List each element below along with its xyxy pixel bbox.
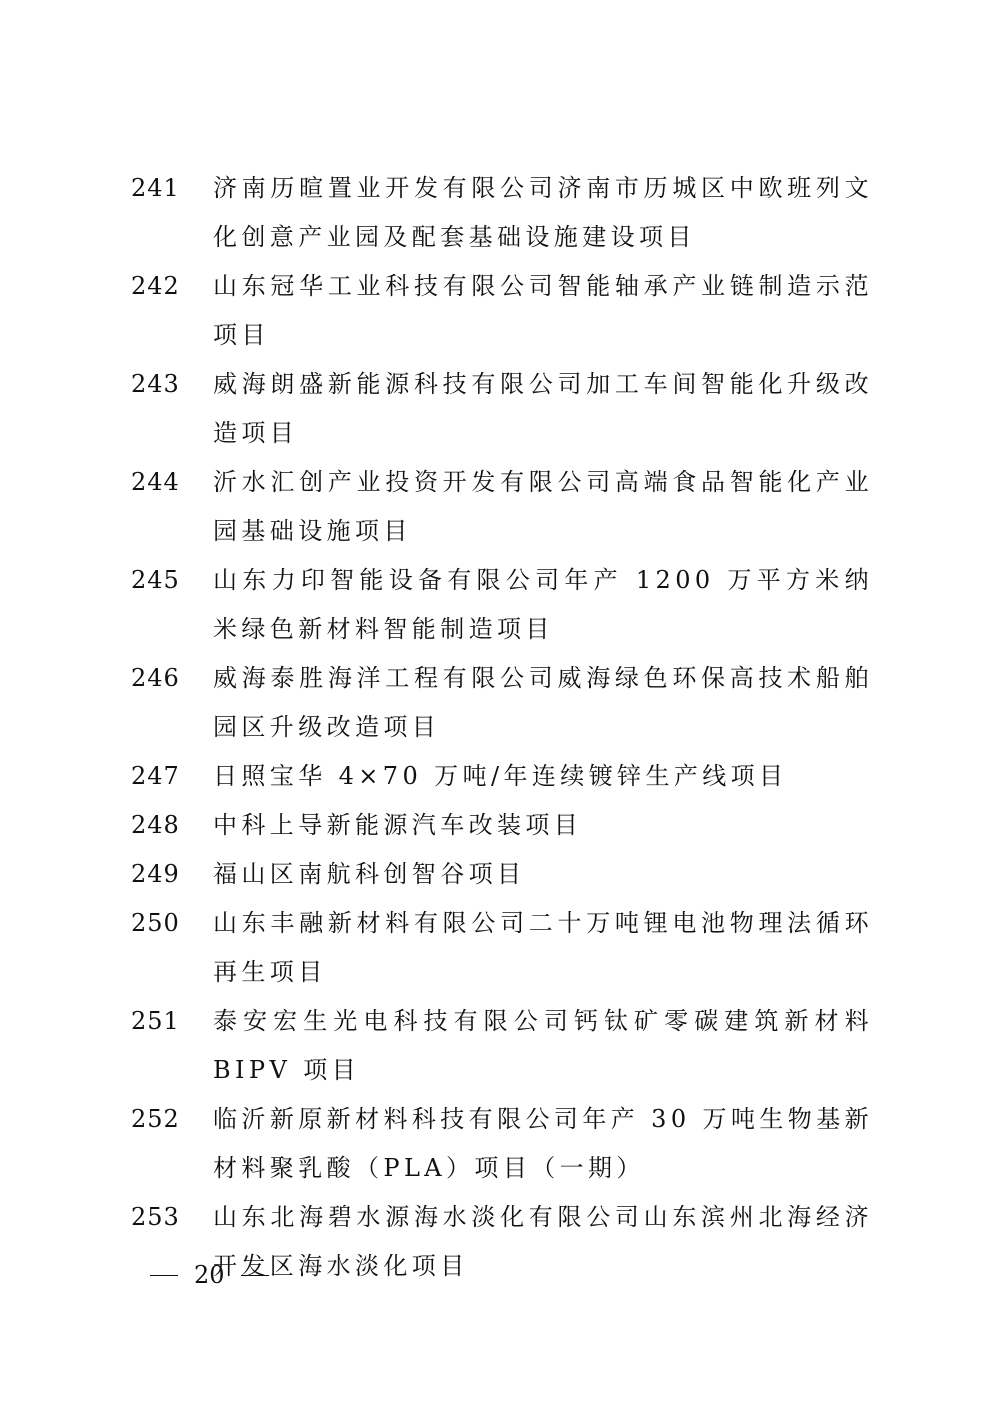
item-title: 威海泰胜海洋工程有限公司威海绿色环保高技术船舶园区升级改造项目 bbox=[213, 664, 873, 741]
item-title: 山东丰融新材料有限公司二十万吨锂电池物理法循环再生项目 bbox=[213, 909, 873, 986]
project-list bbox=[0, 164, 1000, 1291]
item-title: 临沂新原新材料科技有限公司年产 30 万吨生物基新材料聚乳酸（PLA）项目（一期） bbox=[213, 1105, 873, 1182]
item-number: 241 bbox=[131, 174, 180, 202]
item-title: 山东北海碧水源海水淡化有限公司山东滨州北海经济开发区海水淡化项目 bbox=[213, 1203, 873, 1280]
item-number: 242 bbox=[131, 272, 180, 300]
item-number: 248 bbox=[131, 811, 180, 839]
item-title: 沂水汇创产业投资开发有限公司高端食品智能化产业园基础设施项目 bbox=[213, 468, 873, 545]
list-item bbox=[0, 997, 1000, 1095]
item-title: 济南历暄置业开发有限公司济南市历城区中欧班列文化创意产业园及配套基础设施建设项目 bbox=[213, 174, 873, 251]
item-number: 245 bbox=[131, 566, 180, 594]
list-item bbox=[0, 556, 1000, 654]
item-number: 252 bbox=[131, 1105, 180, 1133]
item-title: 日照宝华 4×70 万吨/年连续镀锌生产线项目 bbox=[213, 762, 788, 790]
item-title: 山东冠华工业科技有限公司智能轴承产业链制造示范项目 bbox=[213, 272, 873, 349]
page-footer bbox=[150, 1260, 269, 1290]
item-title: 福山区南航科创智谷项目 bbox=[213, 860, 526, 888]
page-number: 20 bbox=[194, 1261, 225, 1289]
list-item bbox=[0, 850, 1000, 899]
footer-dash-right bbox=[241, 1275, 269, 1276]
list-item bbox=[0, 654, 1000, 752]
list-item bbox=[0, 164, 1000, 262]
list-item bbox=[0, 458, 1000, 556]
list-item bbox=[0, 1095, 1000, 1193]
list-item bbox=[0, 262, 1000, 360]
item-number: 251 bbox=[131, 1007, 180, 1035]
list-item bbox=[0, 801, 1000, 850]
item-number: 244 bbox=[131, 468, 180, 496]
item-number: 243 bbox=[131, 370, 180, 398]
item-title: 中科上导新能源汽车改装项目 bbox=[213, 811, 583, 839]
item-title: 泰安宏生光电科技有限公司钙钛矿零碳建筑新材料 BIPV 项目 bbox=[213, 1007, 873, 1084]
footer-dash-left bbox=[150, 1275, 178, 1276]
item-title: 威海朗盛新能源科技有限公司加工车间智能化升级改造项目 bbox=[213, 370, 873, 447]
item-number: 253 bbox=[131, 1203, 180, 1231]
list-item bbox=[0, 752, 1000, 801]
list-item bbox=[0, 360, 1000, 458]
list-item bbox=[0, 899, 1000, 997]
item-number: 250 bbox=[131, 909, 180, 937]
item-number: 249 bbox=[131, 860, 180, 888]
item-title: 山东力印智能设备有限公司年产 1200 万平方米纳米绿色新材料智能制造项目 bbox=[213, 566, 873, 643]
item-number: 246 bbox=[131, 664, 180, 692]
item-number: 247 bbox=[131, 762, 180, 790]
